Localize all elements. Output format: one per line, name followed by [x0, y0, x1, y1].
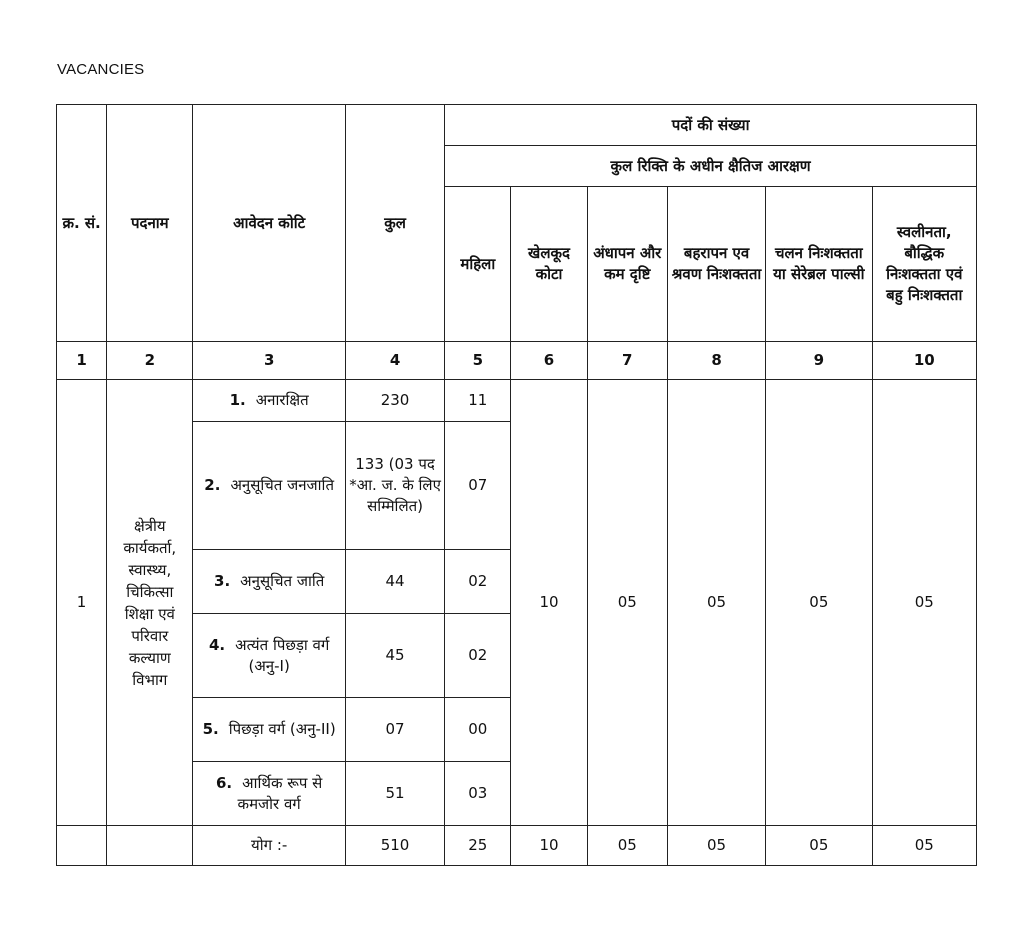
- totals-row: [57, 826, 977, 866]
- col-number: 5: [445, 342, 511, 380]
- category-number: 3.: [214, 572, 231, 590]
- row-sports: 10: [511, 380, 587, 826]
- category-total: 133 (03 पद *आ. ज. के लिए सम्मिलित): [345, 422, 444, 550]
- category-name: अत्यंत पिछड़ा वर्ग (अनु-I): [235, 635, 330, 675]
- category-number: 4.: [208, 635, 226, 654]
- row-serial: 1: [57, 380, 107, 826]
- category-cell: [193, 380, 345, 422]
- category-total: 230: [345, 380, 444, 422]
- row-locomotor: 05: [766, 380, 872, 826]
- category-cell: [193, 550, 345, 614]
- totals-women: 25: [445, 826, 511, 866]
- category-total: 07: [345, 698, 444, 762]
- category-women: 00: [445, 698, 511, 762]
- header-autism: स्वलीनता, बौद्धिक निःशक्तता एवं बहु निःशक्तता: [872, 187, 976, 342]
- category-cell: [193, 422, 345, 550]
- totals-left-border-cell: [57, 826, 107, 866]
- category-name: अनुसूचित जनजाति: [230, 476, 334, 494]
- col-number: 9: [766, 342, 872, 380]
- table-row: [57, 380, 977, 422]
- col-number: 2: [107, 342, 193, 380]
- col-number: 6: [511, 342, 587, 380]
- category-name: आर्थिक रूप से कमजोर वर्ग: [237, 773, 323, 813]
- vacancies-table: [56, 104, 977, 866]
- category-total: 51: [345, 762, 444, 826]
- header-women: महिला: [445, 187, 511, 342]
- category-women: 02: [445, 550, 511, 614]
- row-deaf: 05: [667, 380, 765, 826]
- header-horizontal-reservation: कुल रिक्ति के अधीन क्षैतिज आरक्षण: [445, 146, 977, 187]
- totals-deaf: 05: [667, 826, 765, 866]
- category-number: 1.: [229, 391, 246, 409]
- header-total: कुल: [345, 105, 444, 342]
- header-num-posts: पदों की संख्या: [445, 105, 977, 146]
- category-women: 11: [445, 380, 511, 422]
- col-number: 3: [193, 342, 345, 380]
- category-name: अनुसूचित जाति: [240, 572, 325, 590]
- document-title: VACANCIES: [57, 61, 145, 78]
- category-women: 03: [445, 762, 511, 826]
- category-cell: [193, 698, 345, 762]
- col-number: 10: [872, 342, 976, 380]
- row-autism: 05: [872, 380, 976, 826]
- category-cell: [193, 614, 345, 698]
- header-deaf: बहरापन एव श्रवण निःशक्तता: [667, 187, 765, 342]
- category-total: 45: [345, 614, 444, 698]
- category-women: 07: [445, 422, 511, 550]
- category-total: 44: [345, 550, 444, 614]
- row-blind: 05: [587, 380, 667, 826]
- col-number: 8: [667, 342, 765, 380]
- totals-blind: 05: [587, 826, 667, 866]
- totals-label: योग :-: [193, 826, 345, 866]
- category-number: 5.: [202, 720, 219, 738]
- col-number: 4: [345, 342, 444, 380]
- totals-left-border-cell: [107, 826, 193, 866]
- category-number: 2.: [204, 476, 221, 494]
- category-number: 6.: [216, 773, 233, 792]
- header-blind: अंधापन और कम दृष्टि: [587, 187, 667, 342]
- header-category: आवेदन कोटि: [193, 105, 345, 342]
- category-cell: [193, 762, 345, 826]
- category-name: पिछड़ा वर्ग (अनु-II): [228, 720, 336, 738]
- category-name: अनारक्षित: [255, 391, 309, 409]
- col-number: 1: [57, 342, 107, 380]
- col-number: 7: [587, 342, 667, 380]
- header-locomotor: चलन निःशक्तता या सेरेब्रल पाल्सी: [766, 187, 872, 342]
- totals-locomotor: 05: [766, 826, 872, 866]
- totals-autism: 05: [872, 826, 976, 866]
- header-post-name: पदनाम: [107, 105, 193, 342]
- category-women: 02: [445, 614, 511, 698]
- header-serial: क्र. सं.: [57, 105, 107, 342]
- totals-total: 510: [345, 826, 444, 866]
- row-post-name: क्षेत्रीय कार्यकर्ता, स्वास्थ्य, चिकित्सा शिक्षा एवं परिवार कल्याण विभाग: [107, 380, 193, 826]
- totals-sports: 10: [511, 826, 587, 866]
- header-sports: खेलकूद कोटा: [511, 187, 587, 342]
